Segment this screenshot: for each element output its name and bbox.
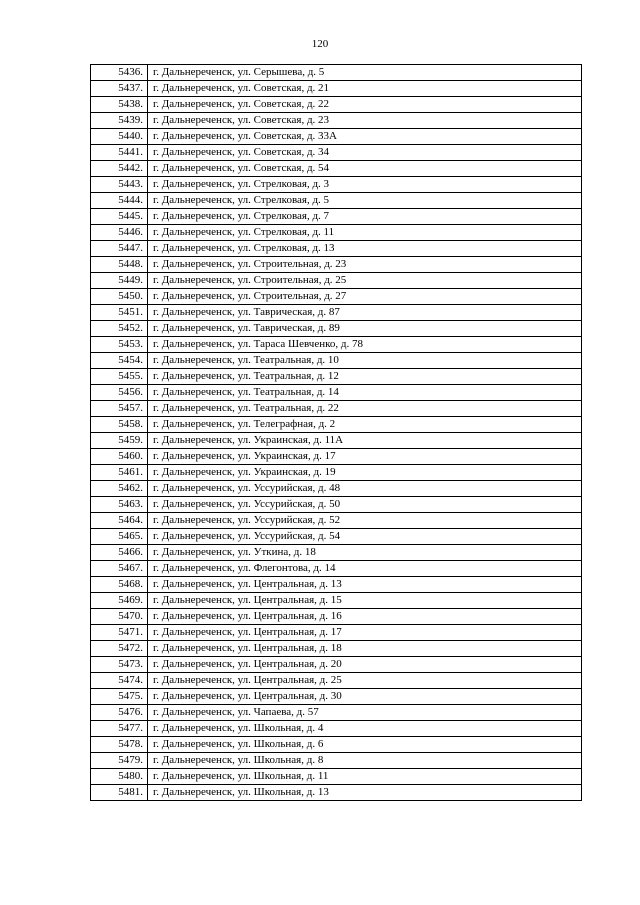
table-row: [91, 641, 582, 657]
row-address: г. Дальнереченск, ул. Школьная, д. 4: [148, 721, 582, 737]
table-row: [91, 449, 582, 465]
row-address: г. Дальнереченск, ул. Строительная, д. 23: [148, 257, 582, 273]
table-row: [91, 753, 582, 769]
row-number: 5459.: [91, 433, 148, 449]
row-address: г. Дальнереченск, ул. Строительная, д. 27: [148, 289, 582, 305]
row-address: г. Дальнереченск, ул. Уссурийская, д. 50: [148, 497, 582, 513]
table-row: [91, 289, 582, 305]
table-row: [91, 113, 582, 129]
row-address: г. Дальнереченск, ул. Стрелковая, д. 13: [148, 241, 582, 257]
row-number: 5468.: [91, 577, 148, 593]
row-address: г. Дальнереченск, ул. Уткина, д. 18: [148, 545, 582, 561]
row-address: г. Дальнереченск, ул. Центральная, д. 16: [148, 609, 582, 625]
table-row: [91, 721, 582, 737]
row-number: 5443.: [91, 177, 148, 193]
table-row: [91, 81, 582, 97]
row-number: 5463.: [91, 497, 148, 513]
page-number: 120: [311, 38, 329, 50]
row-number: 5456.: [91, 385, 148, 401]
table-row: [91, 545, 582, 561]
row-number: 5446.: [91, 225, 148, 241]
row-number: 5451.: [91, 305, 148, 321]
table-row: [91, 257, 582, 273]
row-address: г. Дальнереченск, ул. Стрелковая, д. 7: [148, 209, 582, 225]
row-address: г. Дальнереченск, ул. Советская, д. 34: [148, 145, 582, 161]
table-row: [91, 385, 582, 401]
row-number: 5480.: [91, 769, 148, 785]
row-number: 5477.: [91, 721, 148, 737]
table-row: [91, 705, 582, 721]
table-row: [91, 625, 582, 641]
row-address: г. Дальнереченск, ул. Центральная, д. 18: [148, 641, 582, 657]
row-number: 5479.: [91, 753, 148, 769]
table-row: [91, 657, 582, 673]
table-row: [91, 513, 582, 529]
row-number: 5450.: [91, 289, 148, 305]
table-row: [91, 177, 582, 193]
row-address: г. Дальнереченск, ул. Таврическая, д. 87: [148, 305, 582, 321]
row-number: 5475.: [91, 689, 148, 705]
row-address: г. Дальнереченск, ул. Украинская, д. 19: [148, 465, 582, 481]
table-row: [91, 769, 582, 785]
row-address: г. Дальнереченск, ул. Школьная, д. 11: [148, 769, 582, 785]
row-address: г. Дальнереченск, ул. Стрелковая, д. 11: [148, 225, 582, 241]
table-row: [91, 353, 582, 369]
table-row: [91, 785, 582, 801]
table-row: [91, 337, 582, 353]
row-address: г. Дальнереченск, ул. Театральная, д. 22: [148, 401, 582, 417]
row-number: 5436.: [91, 65, 148, 81]
row-number: 5438.: [91, 97, 148, 113]
row-number: 5448.: [91, 257, 148, 273]
row-address: г. Дальнереченск, ул. Театральная, д. 14: [148, 385, 582, 401]
row-address: г. Дальнереченск, ул. Тараса Шевченко, д. 78: [148, 337, 582, 353]
table-row: [91, 209, 582, 225]
row-number: 5440.: [91, 129, 148, 145]
row-number: 5481.: [91, 785, 148, 801]
row-address: г. Дальнереченск, ул. Центральная, д. 30: [148, 689, 582, 705]
row-address: г. Дальнереченск, ул. Уссурийская, д. 52: [148, 513, 582, 529]
row-address: г. Дальнереченск, ул. Строительная, д. 25: [148, 273, 582, 289]
row-address: г. Дальнереченск, ул. Уссурийская, д. 48: [148, 481, 582, 497]
row-address: г. Дальнереченск, ул. Телеграфная, д. 2: [148, 417, 582, 433]
table-row: [91, 145, 582, 161]
address-table-body: [91, 65, 582, 801]
row-address: г. Дальнереченск, ул. Центральная, д. 20: [148, 657, 582, 673]
table-row: [91, 593, 582, 609]
row-address: г. Дальнереченск, ул. Советская, д. 21: [148, 81, 582, 97]
table-row: [91, 161, 582, 177]
table-row: [91, 465, 582, 481]
row-address: г. Дальнереченск, ул. Уссурийская, д. 54: [148, 529, 582, 545]
row-address: г. Дальнереченск, ул. Центральная, д. 13: [148, 577, 582, 593]
row-number: 5452.: [91, 321, 148, 337]
row-number: 5478.: [91, 737, 148, 753]
row-number: 5441.: [91, 145, 148, 161]
table-row: [91, 689, 582, 705]
table-row: [91, 737, 582, 753]
row-address: г. Дальнереченск, ул. Стрелковая, д. 5: [148, 193, 582, 209]
row-number: 5437.: [91, 81, 148, 97]
table-row: [91, 305, 582, 321]
table-row: [91, 577, 582, 593]
row-number: 5473.: [91, 657, 148, 673]
row-address: г. Дальнереченск, ул. Школьная, д. 6: [148, 737, 582, 753]
row-address: г. Дальнереченск, ул. Чапаева, д. 57: [148, 705, 582, 721]
row-address: г. Дальнереченск, ул. Школьная, д. 8: [148, 753, 582, 769]
table-row: [91, 609, 582, 625]
row-number: 5442.: [91, 161, 148, 177]
row-address: г. Дальнереченск, ул. Театральная, д. 12: [148, 369, 582, 385]
row-number: 5439.: [91, 113, 148, 129]
table-row: [91, 97, 582, 113]
table-row: [91, 369, 582, 385]
row-number: 5453.: [91, 337, 148, 353]
table-row: [91, 241, 582, 257]
row-number: 5464.: [91, 513, 148, 529]
row-address: г. Дальнереченск, ул. Советская, д. 22: [148, 97, 582, 113]
row-number: 5465.: [91, 529, 148, 545]
row-number: 5457.: [91, 401, 148, 417]
table-row: [91, 417, 582, 433]
row-number: 5470.: [91, 609, 148, 625]
row-number: 5449.: [91, 273, 148, 289]
row-address: г. Дальнереченск, ул. Театральная, д. 10: [148, 353, 582, 369]
table-row: [91, 673, 582, 689]
table-row: [91, 273, 582, 289]
row-number: 5472.: [91, 641, 148, 657]
row-address: г. Дальнереченск, ул. Центральная, д. 15: [148, 593, 582, 609]
table-row: [91, 401, 582, 417]
table-row: [91, 481, 582, 497]
row-number: 5466.: [91, 545, 148, 561]
row-number: 5461.: [91, 465, 148, 481]
table-row: [91, 321, 582, 337]
row-address: г. Дальнереченск, ул. Советская, д. 54: [148, 161, 582, 177]
row-address: г. Дальнереченск, ул. Центральная, д. 25: [148, 673, 582, 689]
row-address: г. Дальнереченск, ул. Серышева, д. 5: [148, 65, 582, 81]
table-row: [91, 129, 582, 145]
row-number: 5467.: [91, 561, 148, 577]
row-number: 5447.: [91, 241, 148, 257]
row-number: 5476.: [91, 705, 148, 721]
row-address: г. Дальнереченск, ул. Школьная, д. 13: [148, 785, 582, 801]
row-number: 5458.: [91, 417, 148, 433]
row-number: 5469.: [91, 593, 148, 609]
row-number: 5444.: [91, 193, 148, 209]
row-address: г. Дальнереченск, ул. Советская, д. 23: [148, 113, 582, 129]
row-number: 5474.: [91, 673, 148, 689]
table-row: [91, 65, 582, 81]
row-number: 5455.: [91, 369, 148, 385]
row-address: г. Дальнереченск, ул. Украинская, д. 17: [148, 449, 582, 465]
table-row: [91, 225, 582, 241]
row-address: г. Дальнереченск, ул. Советская, д. 33А: [148, 129, 582, 145]
row-address: г. Дальнереченск, ул. Стрелковая, д. 3: [148, 177, 582, 193]
table-row: [91, 529, 582, 545]
row-number: 5445.: [91, 209, 148, 225]
address-table: [90, 64, 582, 801]
table-row: [91, 433, 582, 449]
table-row: [91, 497, 582, 513]
row-number: 5462.: [91, 481, 148, 497]
row-number: 5460.: [91, 449, 148, 465]
row-address: г. Дальнереченск, ул. Флегонтова, д. 14: [148, 561, 582, 577]
row-address: г. Дальнереченск, ул. Таврическая, д. 89: [148, 321, 582, 337]
row-address: г. Дальнереченск, ул. Центральная, д. 17: [148, 625, 582, 641]
table-row: [91, 193, 582, 209]
row-number: 5471.: [91, 625, 148, 641]
row-address: г. Дальнереченск, ул. Украинская, д. 11А: [148, 433, 582, 449]
table-row: [91, 561, 582, 577]
row-number: 5454.: [91, 353, 148, 369]
